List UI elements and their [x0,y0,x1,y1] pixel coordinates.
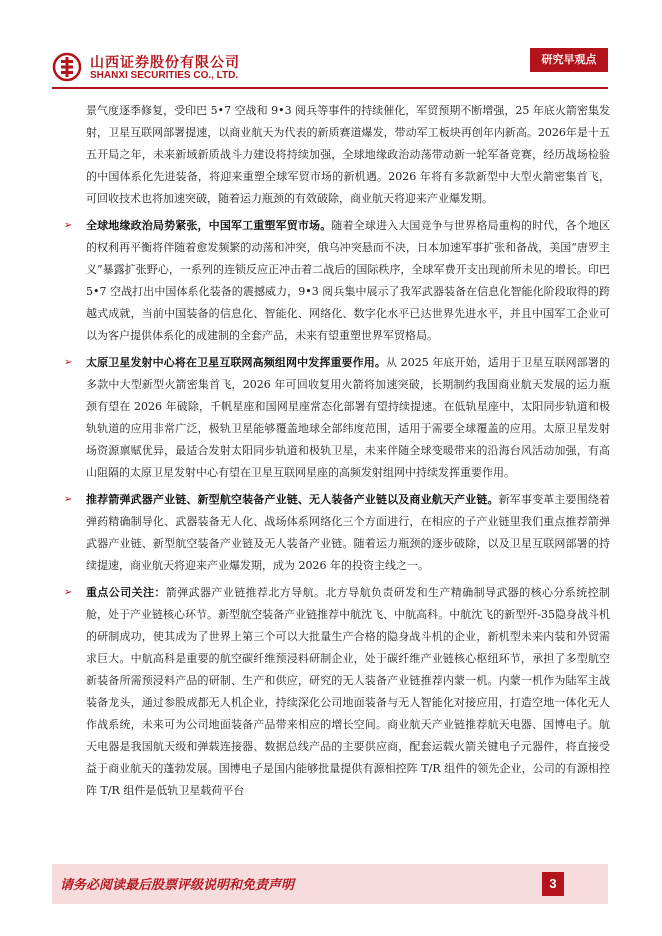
company-name-cn: 山西证券股份有限公司 [90,55,240,71]
bullet-key-companies [64,582,611,802]
intro-paragraph: 景气度逐季修复，受印巴 5•7 空战和 9•3 阅兵等事件的持续催化，军贸预期不断增强，25 年底火箭密集发射，卫星互联网部署提速，以商业航天为代表的新质赛道爆发，带动军工板块再创年内新高。2026年是十五五开局之年，未来新域新质战斗力建设将持续加强，全球地缘政治动荡带动新一轮军备竞赛，经历战场检验的中国体系化先进装备，将迎来重塑全球军贸市场的新机遇。2026 年将有多款新型中大型火箭密集首飞，可回收技术也将加速突破，随着运力瓶颈的有效破除，商业航天将迎来产业爆发期。 [86,104,610,205]
header-divider [52,87,608,89]
bullet-text: 随着全球进入大国竞争与世界格局重构的时代，各个地区的权利再平衡将伴随着愈发频繁的动荡和冲突，俄乌冲突悬而不决，日本加速军事扩张和备战，美国“唐罗主义”暴露扩张野心，一系列的连锁反应正冲击着二战后的国际秩序，全球军费开支出现前所未见的增长。印巴 5•7 空战打出中国体系化装备的震撼威力，9•3 阅兵集中展示了我军武器装备在信息化智能化阶段取得的跨越式成就，当前中国装备的信息化、智能化、网络化、数字化水平已达世界先进水平，并且中国军工企业可以为客户提供体系化的成建制的全套产品，未来有望重塑世界军贸格局。 [86,219,611,342]
bullet-text: 新军事变革主要围绕着弹药精确制导化、武器装备无人化、战场体系网络化三个方面进行，在相应的子产业链里我们重点推荐箭弹武器产业链、新型航空装备产业链及无人装备产业链。随着运力瓶颈的逐步破除，以及卫星互联网部署的持续提速，商业航天将迎来产业爆发期，成为 2026 年的投资主线之一。 [86,493,611,572]
bullet-text: 箭弹武器产业链推荐北方导航。北方导航负责研发和生产精确制导武器的核心分系统控制舱，处于产业链核心环节。新型航空装备产业链推荐中航沈飞、中航高科。中航沈飞的新型歼-35隐身战斗机的研制成功，使其成为了世界上第三个可以大批量生产合格的隐身战斗机的企业，新机型未来内装和外贸需求巨大。中航高科是重要的航空碳纤维预浸料研制企业，处于碳纤维产业链核心枢纽环节，承担了多型航空新装备所需预浸料产品的研制、生产和供应，研究的无人装备产业链推荐内蒙一机。内蒙一机作为陆军主战装备龙头，通过参股成都无人机企业，持续深化公司地面装备与无人智能化对接应用，打造空地一体化无人作战系统，未来可为公司地面装备产品带来相应的增长空间。商业航天产业链推荐航天电器、国博电子。航天电器是我国航天级和弹载连接器、数据总线产品的主要供应商，配套运载火箭关键电子元器件，将直接受益于商业航天的蓬勃发展。国博电子是国内能够批量提供有源相控阵 T/R 组件的领先企业，公司的有源相控阵 T/R 组件是低轨卫星载荷平台 [86,586,611,797]
bullet-heading: 太原卫星发射中心将在卫星互联网高频组网中发挥重要作用。 [86,356,386,369]
report-body [64,100,611,805]
bullet-industry-chains [64,489,611,577]
bullet-taiyuan-launch-center [64,352,610,484]
company-name-en: SHANXI SECURITIES CO., LTD. [90,70,239,81]
disclaimer-notice: 请务必阅读最后股票评级说明和免责声明 [60,878,295,893]
page-header [0,0,662,90]
bullet-arrow-icon: ➢ [64,587,73,598]
bullet-text: 从 2025 年底开始，适用于卫星互联网部署的多款中大型新型火箭密集首飞，2026 年可回收复用火箭将加速突破，长期制约我国商业航天发展的运力瓶颈有望在 2026 年破除，千帆星座和国网星座常态化部署有望持续提速。在低轨星座中，太阳同步轨道和极轨轨道的应用非常广泛，极轨卫星能够覆盖地球全部纬度范围，适用于需要全球覆盖的应用。太原卫星发射场资源禀赋优异，最适合发射太阳同步轨道和极轨卫星，未来伴随全球变暖带来的沿海台风活动加强，有高山阻隔的太原卫星发射中心有望在卫星互联网星座的高频发射组网中持续发挥重要作用。 [86,356,610,479]
bullet-heading: 全球地缘政治局势紧张，中国军工重塑军贸市场。 [86,219,332,232]
page-number: 3 [542,872,564,896]
section-tag: 研究早观点 [530,48,608,72]
bullet-heading: 推荐箭弹武器产业链、新型航空装备产业链、无人装备产业链以及商业航天产业链。 [86,493,499,506]
page-footer [52,864,608,904]
bullet-geopolitics [64,215,611,347]
bullet-arrow-icon: ➢ [64,357,73,368]
bullet-arrow-icon: ➢ [64,220,73,231]
company-logo-icon [52,52,82,82]
bullet-heading: 重点公司关注： [86,586,166,599]
bullet-arrow-icon: ➢ [64,494,73,505]
